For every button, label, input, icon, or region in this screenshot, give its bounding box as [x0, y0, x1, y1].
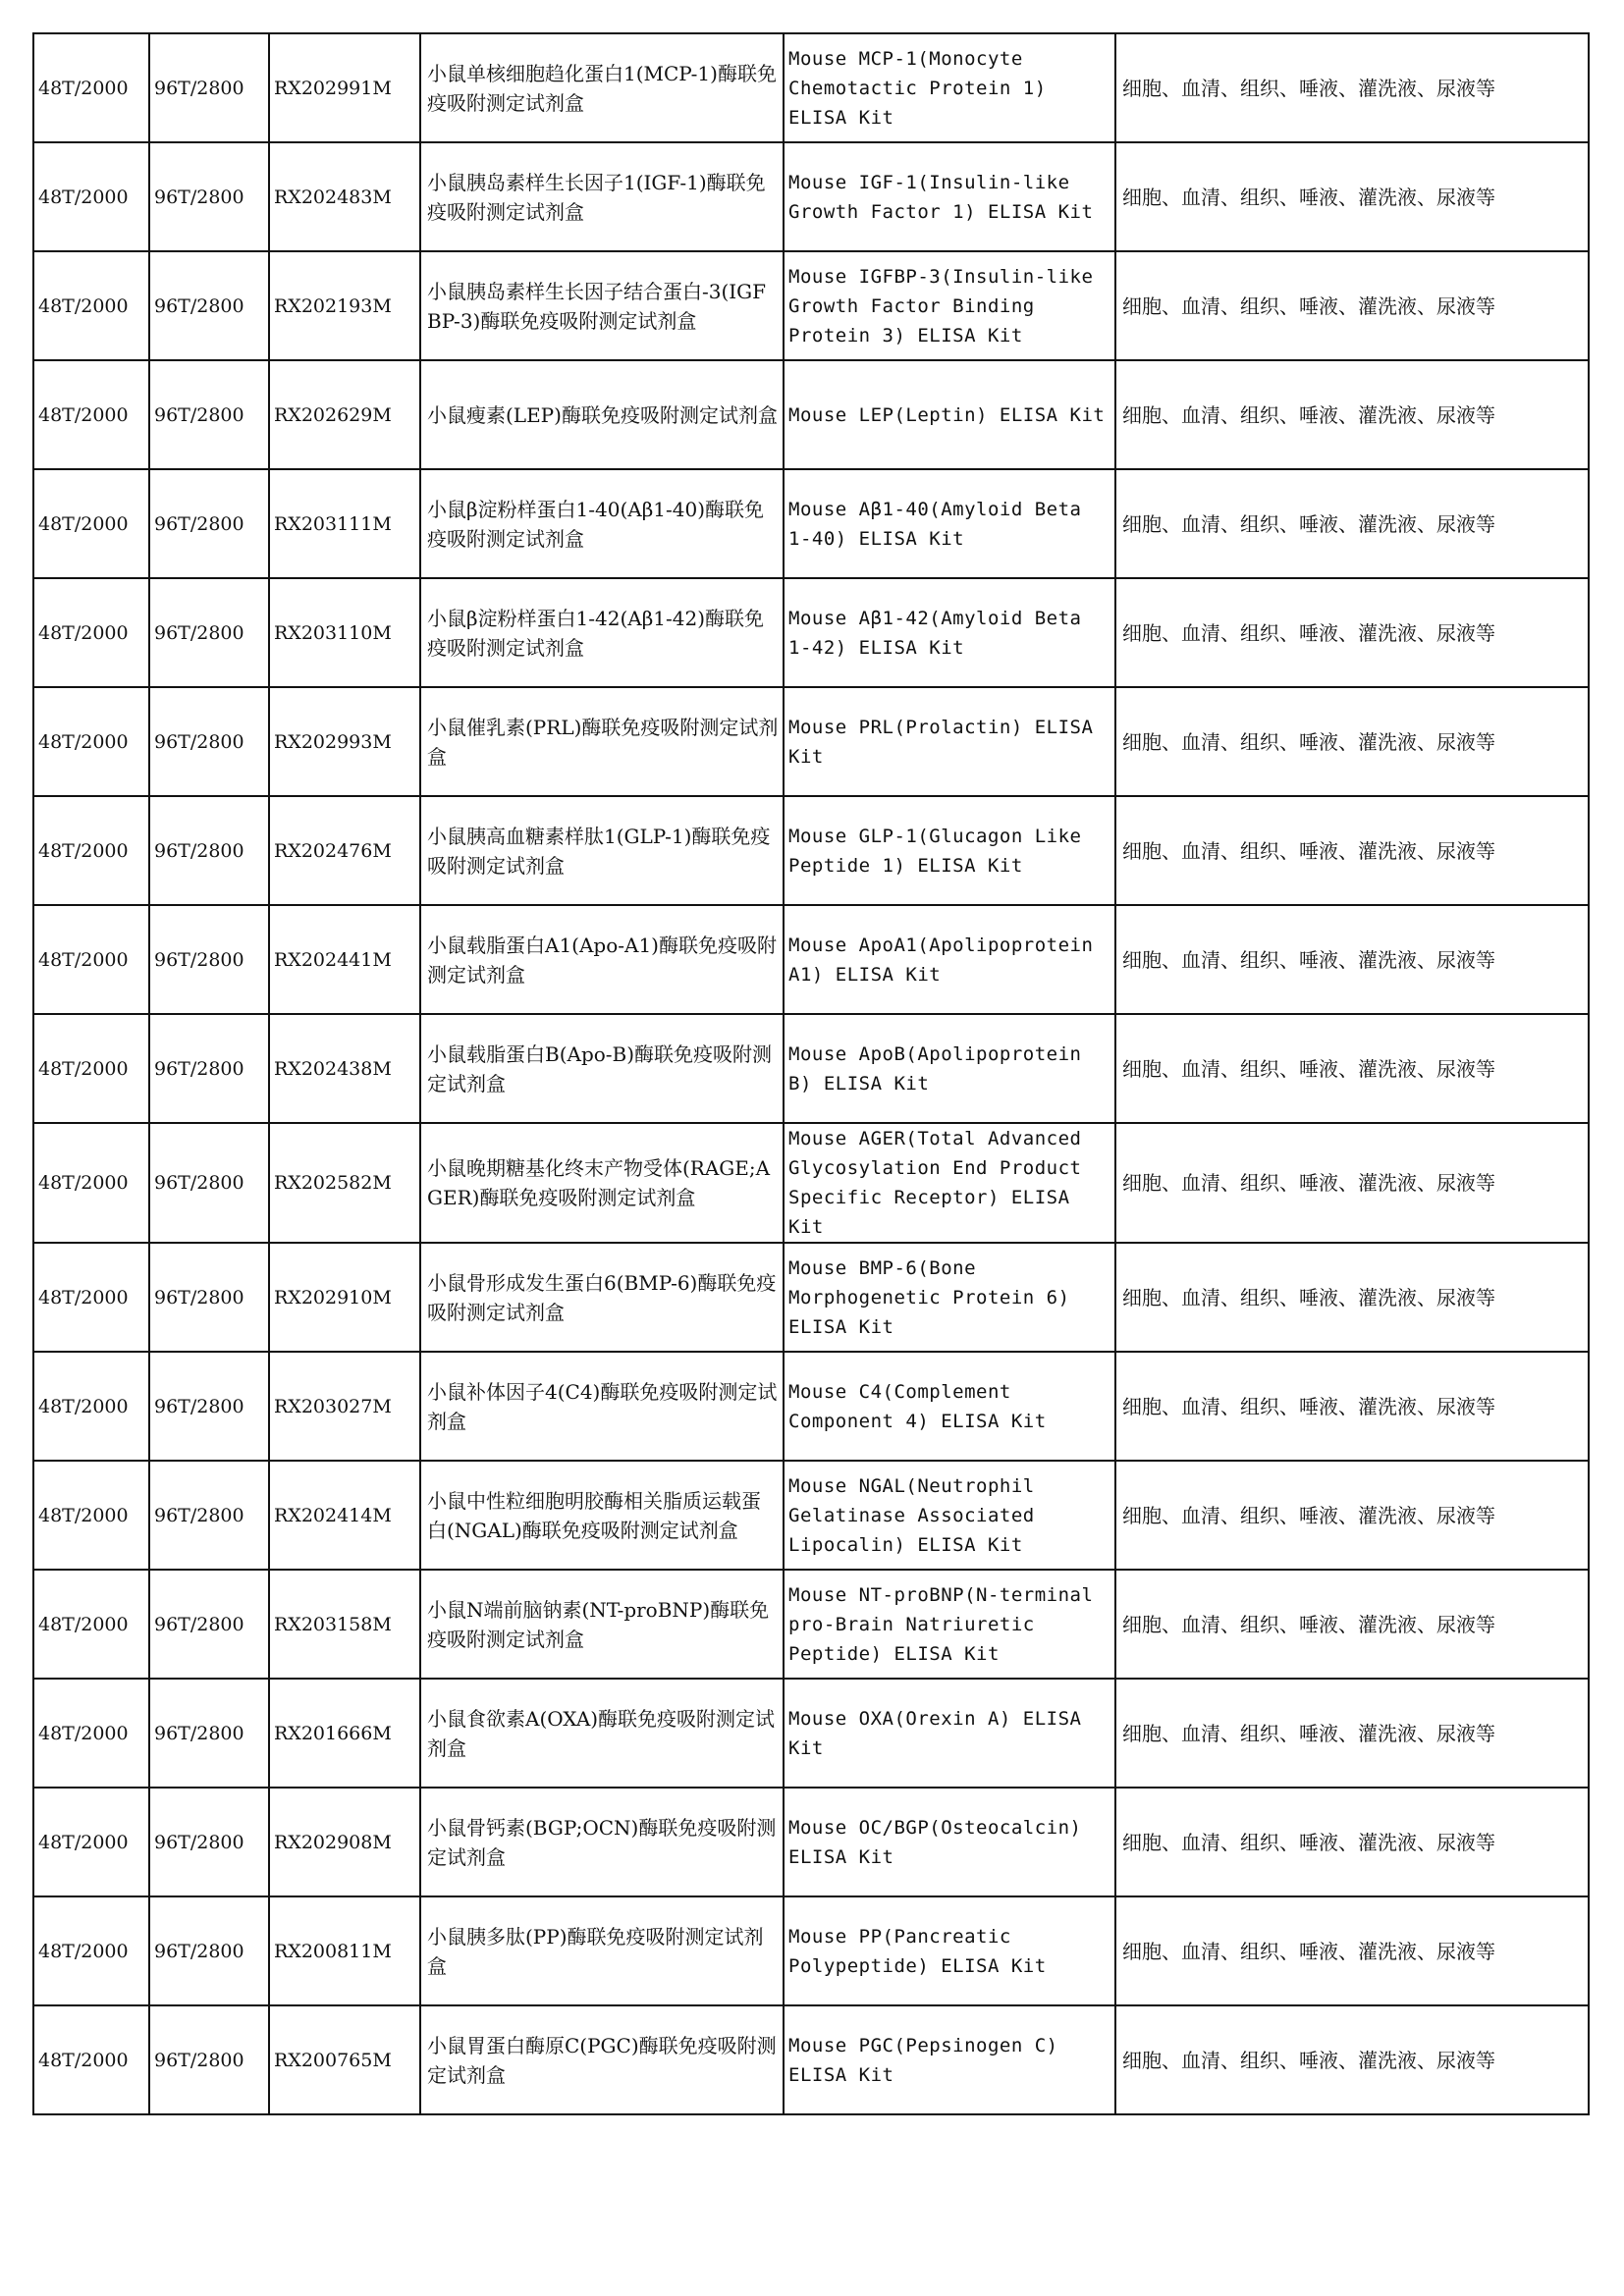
product-name-cn-cell: 小鼠胰岛素样生长因子1(IGF-1)酶联免疫吸附测定试剂盒 [420, 142, 784, 251]
catalog-number-cell: RX202483M [269, 142, 420, 251]
size-96-cell: 96T/2800 [149, 578, 269, 687]
size-48-cell: 48T/2000 [33, 1123, 149, 1243]
size-48-cell: 48T/2000 [33, 578, 149, 687]
sample-types-cell: 细胞、血清、组织、唾液、灌洗液、尿液等 [1115, 1461, 1589, 1570]
product-name-en-cell: Mouse OXA(Orexin A) ELISA Kit [784, 1679, 1115, 1788]
product-name-cn-cell: 小鼠β淀粉样蛋白1-42(Aβ1-42)酶联免疫吸附测定试剂盒 [420, 578, 784, 687]
catalog-number-cell: RX202910M [269, 1243, 420, 1352]
sample-types-cell: 细胞、血清、组织、唾液、灌洗液、尿液等 [1115, 1679, 1589, 1788]
product-table [32, 32, 1590, 2115]
catalog-number-cell: RX202908M [269, 1788, 420, 1896]
size-48-cell: 48T/2000 [33, 1679, 149, 1788]
size-96-cell: 96T/2800 [149, 33, 269, 142]
size-48-cell: 48T/2000 [33, 905, 149, 1014]
size-96-cell: 96T/2800 [149, 1679, 269, 1788]
table-row [33, 1788, 1589, 1896]
sample-types-cell: 细胞、血清、组织、唾液、灌洗液、尿液等 [1115, 2005, 1589, 2114]
catalog-number-cell: RX203111M [269, 469, 420, 578]
sample-types-cell: 细胞、血清、组织、唾液、灌洗液、尿液等 [1115, 251, 1589, 360]
product-name-cn-cell: 小鼠食欲素A(OXA)酶联免疫吸附测定试剂盒 [420, 1679, 784, 1788]
product-name-cn-cell: 小鼠胃蛋白酶原C(PGC)酶联免疫吸附测定试剂盒 [420, 2005, 784, 2114]
product-name-en-cell: Mouse GLP-1(Glucagon Like Peptide 1) ELISA Kit [784, 796, 1115, 905]
catalog-number-cell: RX202476M [269, 796, 420, 905]
sample-types-cell: 细胞、血清、组织、唾液、灌洗液、尿液等 [1115, 360, 1589, 469]
size-48-cell: 48T/2000 [33, 1570, 149, 1679]
product-name-en-cell: Mouse LEP(Leptin) ELISA Kit [784, 360, 1115, 469]
product-name-cn-cell: 小鼠骨钙素(BGP;OCN)酶联免疫吸附测定试剂盒 [420, 1788, 784, 1896]
size-96-cell: 96T/2800 [149, 360, 269, 469]
sample-types-cell: 细胞、血清、组织、唾液、灌洗液、尿液等 [1115, 796, 1589, 905]
catalog-number-cell: RX203158M [269, 1570, 420, 1679]
table-row [33, 687, 1589, 796]
product-name-en-cell: Mouse ApoA1(Apolipoprotein A1) ELISA Kit [784, 905, 1115, 1014]
table-row [33, 1243, 1589, 1352]
product-name-en-cell: Mouse PGC(Pepsinogen C) ELISA Kit [784, 2005, 1115, 2114]
size-48-cell: 48T/2000 [33, 1461, 149, 1570]
size-96-cell: 96T/2800 [149, 687, 269, 796]
product-name-en-cell: Mouse MCP-1(Monocyte Chemotactic Protein 1) ELISA Kit [784, 33, 1115, 142]
sample-types-cell: 细胞、血清、组织、唾液、灌洗液、尿液等 [1115, 1896, 1589, 2005]
size-48-cell: 48T/2000 [33, 687, 149, 796]
size-48-cell: 48T/2000 [33, 1243, 149, 1352]
product-name-en-cell: Mouse IGFBP-3(Insulin-like Growth Factor Binding Protein 3) ELISA Kit [784, 251, 1115, 360]
product-name-en-cell: Mouse NT-proBNP(N-terminal pro-Brain Natriuretic Peptide) ELISA Kit [784, 1570, 1115, 1679]
product-name-cn-cell: 小鼠载脂蛋白B(Apo-B)酶联免疫吸附测定试剂盒 [420, 1014, 784, 1123]
table-row [33, 33, 1589, 142]
product-name-en-cell: Mouse C4(Complement Component 4) ELISA Kit [784, 1352, 1115, 1461]
sample-types-cell: 细胞、血清、组织、唾液、灌洗液、尿液等 [1115, 33, 1589, 142]
product-name-cn-cell: 小鼠胰多肽(PP)酶联免疫吸附测定试剂盒 [420, 1896, 784, 2005]
table-row [33, 1461, 1589, 1570]
sample-types-cell: 细胞、血清、组织、唾液、灌洗液、尿液等 [1115, 578, 1589, 687]
size-96-cell: 96T/2800 [149, 796, 269, 905]
product-name-en-cell: Mouse PRL(Prolactin) ELISA Kit [784, 687, 1115, 796]
product-name-cn-cell: 小鼠载脂蛋白A1(Apo-A1)酶联免疫吸附测定试剂盒 [420, 905, 784, 1014]
catalog-number-cell: RX202414M [269, 1461, 420, 1570]
product-name-cn-cell: 小鼠β淀粉样蛋白1-40(Aβ1-40)酶联免疫吸附测定试剂盒 [420, 469, 784, 578]
catalog-number-cell: RX203027M [269, 1352, 420, 1461]
product-name-en-cell: Mouse ApoB(Apolipoprotein B) ELISA Kit [784, 1014, 1115, 1123]
size-48-cell: 48T/2000 [33, 1788, 149, 1896]
table-row [33, 251, 1589, 360]
product-name-en-cell: Mouse OC/BGP(Osteocalcin) ELISA Kit [784, 1788, 1115, 1896]
catalog-number-cell: RX203110M [269, 578, 420, 687]
product-name-cn-cell: 小鼠中性粒细胞明胶酶相关脂质运载蛋白(NGAL)酶联免疫吸附测定试剂盒 [420, 1461, 784, 1570]
sample-types-cell: 细胞、血清、组织、唾液、灌洗液、尿液等 [1115, 1570, 1589, 1679]
sample-types-cell: 细胞、血清、组织、唾液、灌洗液、尿液等 [1115, 142, 1589, 251]
catalog-number-cell: RX201666M [269, 1679, 420, 1788]
catalog-number-cell: RX200811M [269, 1896, 420, 2005]
product-name-cn-cell: 小鼠单核细胞趋化蛋白1(MCP-1)酶联免疫吸附测定试剂盒 [420, 33, 784, 142]
size-96-cell: 96T/2800 [149, 1570, 269, 1679]
catalog-number-cell: RX202438M [269, 1014, 420, 1123]
size-96-cell: 96T/2800 [149, 2005, 269, 2114]
size-48-cell: 48T/2000 [33, 251, 149, 360]
size-96-cell: 96T/2800 [149, 1243, 269, 1352]
size-48-cell: 48T/2000 [33, 142, 149, 251]
product-name-en-cell: Mouse IGF-1(Insulin-like Growth Factor 1) ELISA Kit [784, 142, 1115, 251]
sample-types-cell: 细胞、血清、组织、唾液、灌洗液、尿液等 [1115, 1014, 1589, 1123]
table-row [33, 2005, 1589, 2114]
catalog-number-cell: RX202582M [269, 1123, 420, 1243]
product-name-cn-cell: 小鼠瘦素(LEP)酶联免疫吸附测定试剂盒 [420, 360, 784, 469]
table-row [33, 1352, 1589, 1461]
size-96-cell: 96T/2800 [149, 251, 269, 360]
table-row [33, 1679, 1589, 1788]
size-48-cell: 48T/2000 [33, 33, 149, 142]
product-name-en-cell: Mouse BMP-6(Bone Morphogenetic Protein 6) ELISA Kit [784, 1243, 1115, 1352]
table-row [33, 1570, 1589, 1679]
product-name-en-cell: Mouse Aβ1-42(Amyloid Beta 1-42) ELISA Kit [784, 578, 1115, 687]
table-row [33, 905, 1589, 1014]
table-row [33, 360, 1589, 469]
sample-types-cell: 细胞、血清、组织、唾液、灌洗液、尿液等 [1115, 1243, 1589, 1352]
size-96-cell: 96T/2800 [149, 1461, 269, 1570]
size-96-cell: 96T/2800 [149, 1352, 269, 1461]
catalog-number-cell: RX200765M [269, 2005, 420, 2114]
sample-types-cell: 细胞、血清、组织、唾液、灌洗液、尿液等 [1115, 1352, 1589, 1461]
size-48-cell: 48T/2000 [33, 1352, 149, 1461]
size-96-cell: 96T/2800 [149, 1788, 269, 1896]
sample-types-cell: 细胞、血清、组织、唾液、灌洗液、尿液等 [1115, 687, 1589, 796]
size-96-cell: 96T/2800 [149, 1896, 269, 2005]
catalog-number-cell: RX202993M [269, 687, 420, 796]
table-row [33, 469, 1589, 578]
product-table-body [33, 33, 1589, 2114]
sample-types-cell: 细胞、血清、组织、唾液、灌洗液、尿液等 [1115, 905, 1589, 1014]
size-96-cell: 96T/2800 [149, 1014, 269, 1123]
size-48-cell: 48T/2000 [33, 2005, 149, 2114]
catalog-number-cell: RX202991M [269, 33, 420, 142]
product-name-en-cell: Mouse Aβ1-40(Amyloid Beta 1-40) ELISA Kit [784, 469, 1115, 578]
size-48-cell: 48T/2000 [33, 796, 149, 905]
size-96-cell: 96T/2800 [149, 1123, 269, 1243]
product-name-cn-cell: 小鼠补体因子4(C4)酶联免疫吸附测定试剂盒 [420, 1352, 784, 1461]
size-48-cell: 48T/2000 [33, 360, 149, 469]
sample-types-cell: 细胞、血清、组织、唾液、灌洗液、尿液等 [1115, 1123, 1589, 1243]
catalog-number-cell: RX202441M [269, 905, 420, 1014]
product-name-cn-cell: 小鼠胰高血糖素样肽1(GLP-1)酶联免疫吸附测定试剂盒 [420, 796, 784, 905]
product-name-en-cell: Mouse NGAL(Neutrophil Gelatinase Associated Lipocalin) ELISA Kit [784, 1461, 1115, 1570]
table-row [33, 142, 1589, 251]
size-96-cell: 96T/2800 [149, 469, 269, 578]
sample-types-cell: 细胞、血清、组织、唾液、灌洗液、尿液等 [1115, 469, 1589, 578]
product-name-cn-cell: 小鼠催乳素(PRL)酶联免疫吸附测定试剂盒 [420, 687, 784, 796]
sample-types-cell: 细胞、血清、组织、唾液、灌洗液、尿液等 [1115, 1788, 1589, 1896]
table-row [33, 1014, 1589, 1123]
product-name-cn-cell: 小鼠N端前脑钠素(NT-proBNP)酶联免疫吸附测定试剂盒 [420, 1570, 784, 1679]
size-96-cell: 96T/2800 [149, 142, 269, 251]
size-48-cell: 48T/2000 [33, 1014, 149, 1123]
size-96-cell: 96T/2800 [149, 905, 269, 1014]
product-name-en-cell: Mouse AGER(Total Advanced Glycosylation End Product Specific Receptor) ELISA Kit [784, 1123, 1115, 1243]
table-row [33, 578, 1589, 687]
table-row [33, 1123, 1589, 1243]
table-row [33, 1896, 1589, 2005]
product-name-cn-cell: 小鼠胰岛素样生长因子结合蛋白-3(IGFBP-3)酶联免疫吸附测定试剂盒 [420, 251, 784, 360]
product-name-cn-cell: 小鼠晚期糖基化终末产物受体(RAGE;AGER)酶联免疫吸附测定试剂盒 [420, 1123, 784, 1243]
catalog-number-cell: RX202193M [269, 251, 420, 360]
size-48-cell: 48T/2000 [33, 469, 149, 578]
table-row [33, 796, 1589, 905]
catalog-number-cell: RX202629M [269, 360, 420, 469]
product-name-en-cell: Mouse PP(Pancreatic Polypeptide) ELISA Kit [784, 1896, 1115, 2005]
product-name-cn-cell: 小鼠骨形成发生蛋白6(BMP-6)酶联免疫吸附测定试剂盒 [420, 1243, 784, 1352]
size-48-cell: 48T/2000 [33, 1896, 149, 2005]
